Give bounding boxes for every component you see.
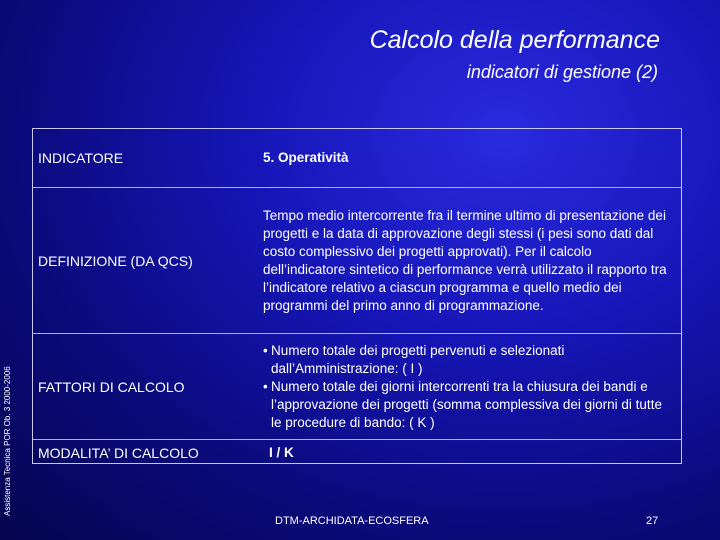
slide-title: Calcolo della performance — [369, 26, 660, 54]
table-row-fattori — [33, 333, 681, 440]
row-value: Tempo medio intercorrente fra il termine ultimo di presentazione dei progetti e la data di approvazione degli stessi (i pesi sono dati dal costo complessivo dei progetti approvati). Per il calcolo dell’indicatore sintetico di performance verrà utilizzato il rapporto tra l’indicatore relativo a ciascun programma e quello medio dei programmi del primo anno di programmazione. — [263, 208, 667, 313]
row-value: 5. Operatività — [263, 150, 349, 165]
bullet-text: Numero totale dei progetti pervenuti e selezionati dall’Amministrazione: ( I ) — [271, 343, 565, 376]
row-value: I / K — [269, 445, 294, 460]
bullet-item — [263, 342, 675, 378]
page-number: 27 — [646, 515, 659, 527]
table-row-definizione — [33, 187, 681, 334]
bullet-icon: • — [263, 343, 268, 358]
row-value-bullets — [263, 334, 675, 440]
bullet-item — [263, 378, 675, 432]
side-vertical-text: Assistenza Tecnica POR Ob. 3 2000-2006 — [3, 366, 12, 516]
indicator-table — [32, 128, 682, 464]
row-label: MODALITA’ DI CALCOLO — [38, 445, 199, 461]
slide-subtitle: indicatori di gestione (2) — [466, 62, 658, 82]
table-row-modalita — [33, 439, 681, 466]
row-label: INDICATORE — [38, 150, 124, 166]
bullet-text: Numero totale dei giorni intercorrenti tra la chiusura dei bandi e l’approvazione dei progetti (somma complessiva dei giorni di tutte le procedure di bando: ( K ) — [271, 379, 662, 430]
row-label: FATTORI DI CALCOLO — [38, 379, 185, 395]
bullet-icon: • — [263, 379, 268, 394]
footer-text: DTM-ARCHIDATA-ECOSFERA — [275, 515, 429, 527]
table-row-indicatore — [33, 129, 681, 187]
row-label: DEFINIZIONE (DA QCS) — [38, 253, 193, 269]
